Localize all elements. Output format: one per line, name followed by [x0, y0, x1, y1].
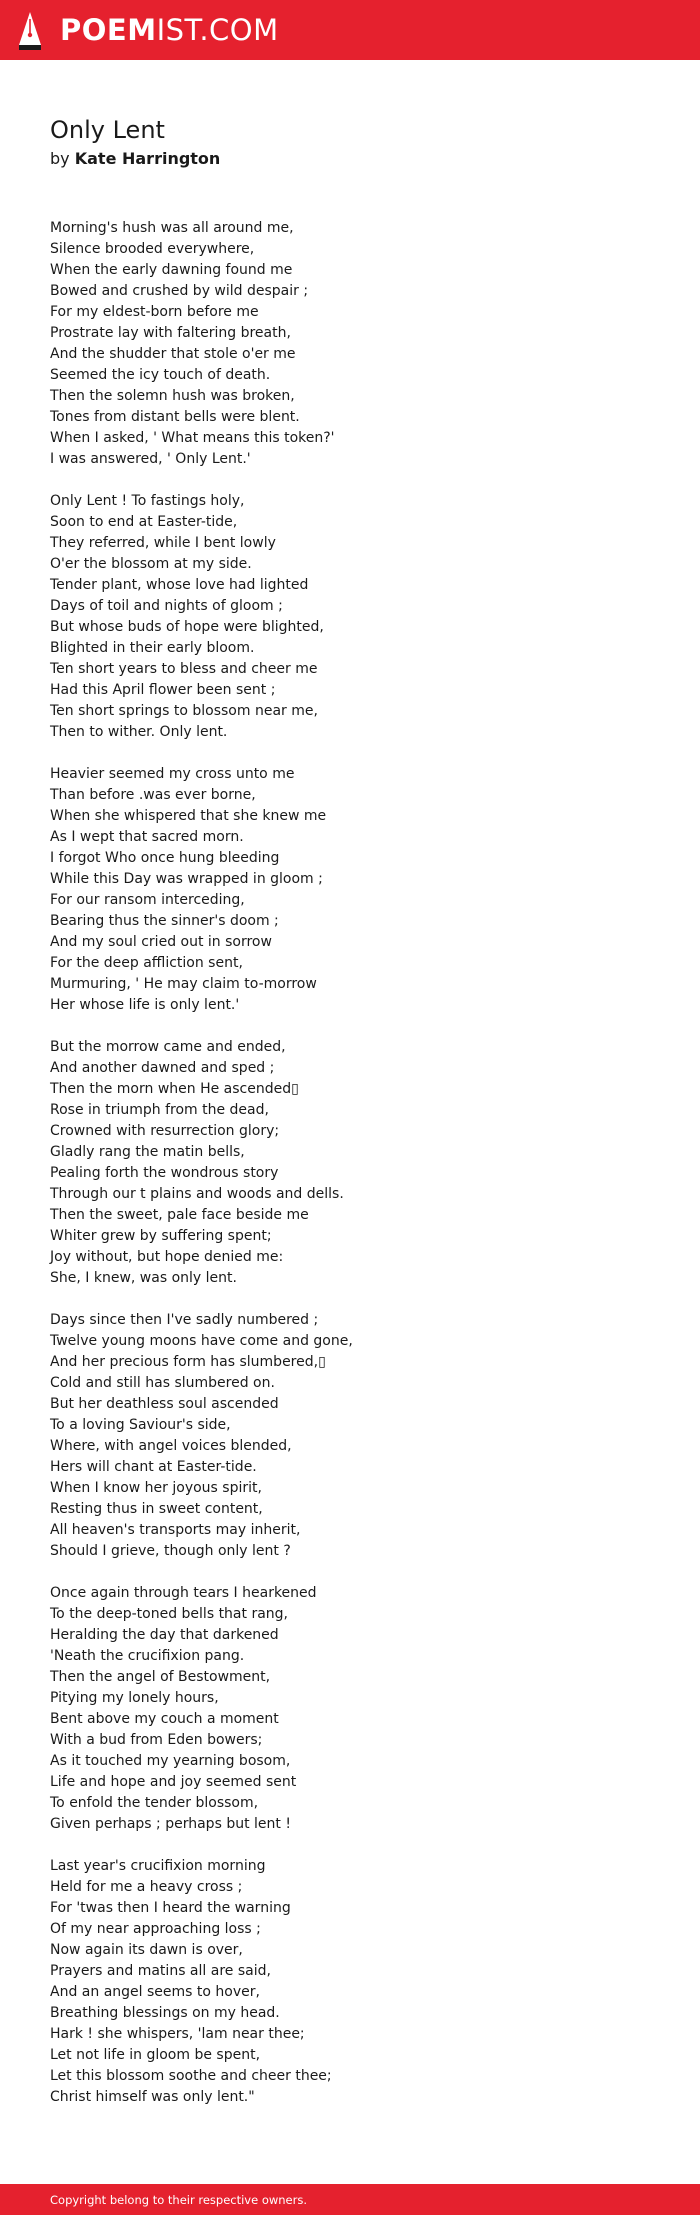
- poem-line: Then the solemn hush was broken,: [50, 388, 295, 404]
- poem-line: Then the angel of Bestowment,: [50, 1669, 271, 1685]
- poem-line: And an angel seems to hover,: [50, 1984, 260, 2000]
- poem-line: Let not life in gloom be spent,: [50, 2047, 261, 2063]
- poem-stanza: [50, 1856, 650, 2108]
- poem-line: Ten short springs to blossom near me,: [50, 703, 318, 719]
- poem-line: Given perhaps ; perhaps but lent !: [50, 1816, 291, 1832]
- site-footer: [0, 2184, 700, 2215]
- poem-line: Now again its dawn is over,: [50, 1942, 243, 1958]
- poem-line: But her deathless soul ascended: [50, 1396, 279, 1412]
- poem-line: But the morrow came and ended,: [50, 1039, 286, 1055]
- poem-line: Seemed the icy touch of death.: [50, 367, 271, 383]
- poem-line: Twelve young moons have come and gone,: [50, 1333, 353, 1349]
- poem-line: 'Neath the crucifixion pang.: [50, 1648, 245, 1664]
- poem-line: And another dawned and sped ;: [50, 1060, 275, 1076]
- poem-line: To a loving Saviour's side,: [50, 1417, 231, 1433]
- poem-line: Through our t plains and woods and dells.: [50, 1186, 344, 1202]
- poem-line: Then to wither. Only lent.: [50, 724, 228, 740]
- poem-line: Hers will chant at Easter-tide.: [50, 1459, 257, 1475]
- poem-author: Kate Harrington: [74, 149, 221, 168]
- poem-line: Bent above my couch a moment: [50, 1711, 279, 1727]
- poem-line: O'er the blossom at my side.: [50, 556, 252, 572]
- by-label: by: [50, 149, 70, 168]
- poem-stanza: [50, 1310, 650, 1562]
- copyright-notice: Copyright belong to their respective owners.: [50, 2193, 308, 2207]
- poem-line: Gladly rang the matin bells,: [50, 1144, 245, 1160]
- poem-stanza: [50, 491, 650, 743]
- poem-line: Ten short years to bless and cheer me: [50, 661, 318, 677]
- poem-line: Tender plant, whose love had lighted: [50, 577, 309, 593]
- poem-line: Then the sweet, pale face beside me: [50, 1207, 309, 1223]
- poem-line: Hark ! she whispers, 'lam near thee;: [50, 2026, 305, 2042]
- poem-line: Morning's hush was all around me,: [50, 220, 294, 236]
- poem-line: They referred, while I bent lowly: [50, 535, 276, 551]
- poem-stanza: [50, 1583, 650, 1835]
- poem-line: She, I knew, was only lent.: [50, 1270, 237, 1286]
- poem-line: Rose in triumph from the dead,: [50, 1102, 269, 1118]
- poem-line: Last year's crucifixion morning: [50, 1858, 266, 1874]
- poem-stanza: [50, 764, 650, 1016]
- poem-line: Heralding the day that darkened: [50, 1627, 279, 1643]
- poem-line: But whose buds of hope were blighted,: [50, 619, 324, 635]
- poem-stanza: [50, 218, 650, 470]
- poem-line: Crowned with resurrection glory;: [50, 1123, 280, 1139]
- poem-line: Whiter grew by suffering spent;: [50, 1228, 272, 1244]
- poem-line: Resting thus in sweet content,: [50, 1501, 263, 1517]
- poem-line: As I wept that sacred morn.: [50, 829, 244, 845]
- poem-byline: [50, 148, 220, 170]
- poem-line: Should I grieve, though only lent ?: [50, 1543, 291, 1559]
- site-header: [0, 0, 700, 60]
- poem-line: Joy without, but hope denied me:: [50, 1249, 284, 1265]
- poem-line: Breathing blessings on my head.: [50, 2005, 280, 2021]
- poem-line: Life and hope and joy seemed sent: [50, 1774, 297, 1790]
- poem-line: Heavier seemed my cross unto me: [50, 766, 295, 782]
- poem-line: Silence brooded everywhere,: [50, 241, 255, 257]
- poem-stanza: [50, 1037, 650, 1289]
- logo-text-light: IST.COM: [156, 13, 279, 47]
- poem-line: Of my near approaching loss ;: [50, 1921, 261, 1937]
- poem-line: While this Day was wrapped in gloom ;: [50, 871, 323, 887]
- poem-line: Cold and still has slumbered on.: [50, 1375, 275, 1391]
- poem-line: All heaven's transports may inherit,: [50, 1522, 301, 1538]
- poem-line: As it touched my yearning bosom,: [50, 1753, 291, 1769]
- poem-line: When I know her joyous spirit,: [50, 1480, 262, 1496]
- poem-line: Where, with angel voices blended,: [50, 1438, 292, 1454]
- poem-line: Only Lent ! To fastings holy,: [50, 493, 245, 509]
- poem-line: And the shudder that stole o'er me: [50, 346, 296, 362]
- poem-line: Prostrate lay with faltering breath,: [50, 325, 291, 341]
- poem-line: Days of toil and nights of gloom ;: [50, 598, 283, 614]
- poem-line: And my soul cried out in sorrow: [50, 934, 272, 950]
- poem-line: Her whose life is only lent.': [50, 997, 240, 1013]
- poem-line: I was answered, ' Only Lent.': [50, 451, 251, 467]
- poem-line: For my eldest-born before me: [50, 304, 259, 320]
- poem-line: Blighted in their early bloom.: [50, 640, 255, 656]
- poem-line: Soon to end at Easter-tide,: [50, 514, 238, 530]
- poem-line: When she whispered that she knew me: [50, 808, 327, 824]
- poem-line: Then the morn when He ascended▯: [50, 1081, 299, 1097]
- logo-text-bold: POEM: [60, 13, 157, 47]
- poem-line: Prayers and matins all are said,: [50, 1963, 271, 1979]
- poem-line: Christ himself was only lent.": [50, 2089, 255, 2105]
- poem-line: Days since then I've sadly numbered ;: [50, 1312, 319, 1328]
- poem-title: Only Lent: [50, 116, 165, 144]
- poem-line: Let this blossom soothe and cheer thee;: [50, 2068, 332, 2084]
- site-logo[interactable]: [60, 11, 279, 49]
- poem-line: Pealing forth the wondrous story: [50, 1165, 279, 1181]
- poem-line: I forgot Who once hung bleeding: [50, 850, 280, 866]
- poem-line: Bearing thus the sinner's doom ;: [50, 913, 279, 929]
- poem-line: And her precious form has slumbered,▯: [50, 1354, 326, 1370]
- poem-line: When the early dawning found me: [50, 262, 293, 278]
- poem-line: Tones from distant bells were blent.: [50, 409, 300, 425]
- poem-line: For our ransom interceding,: [50, 892, 245, 908]
- poem-line: Had this April flower been sent ;: [50, 682, 276, 698]
- poem-line: Once again through tears I hearkened: [50, 1585, 317, 1601]
- poem-line: Than before .was ever borne,: [50, 787, 256, 803]
- poem-line: For 'twas then I heard the warning: [50, 1900, 291, 1916]
- poem-line: To the deep-toned bells that rang,: [50, 1606, 288, 1622]
- poem-line: Bowed and crushed by wild despair ;: [50, 283, 309, 299]
- poem-line: When I asked, ' What means this token?': [50, 430, 335, 446]
- poem-line: Held for me a heavy cross ;: [50, 1879, 243, 1895]
- poem-line: Murmuring, ' He may claim to-morrow: [50, 976, 317, 992]
- poem-line: To enfold the tender blossom,: [50, 1795, 259, 1811]
- poem-body: [50, 218, 650, 2129]
- poem-line: For the deep affliction sent,: [50, 955, 243, 971]
- fountain-pen-nib-icon[interactable]: [18, 11, 42, 51]
- poem-line: With a bud from Eden bowers;: [50, 1732, 263, 1748]
- poem-line: Pitying my lonely hours,: [50, 1690, 219, 1706]
